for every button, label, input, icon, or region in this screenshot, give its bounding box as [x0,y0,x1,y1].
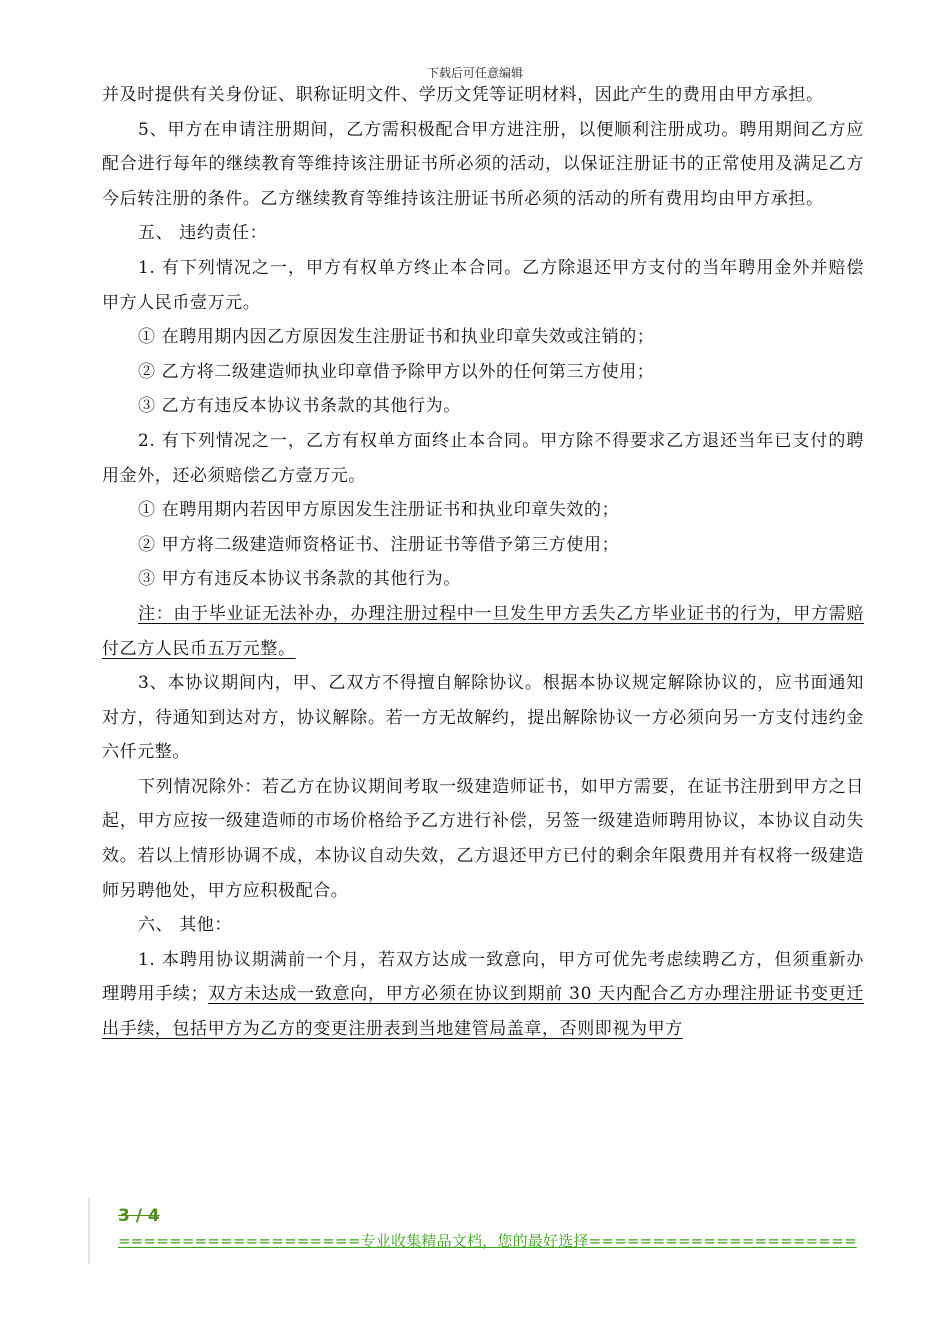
page-header-note: 下载后可任意编辑 [426,66,523,80]
clause-other-1-text: 1. 本聘用协议期满前一个月，若双方达成一致意向，甲方可优先考虑续聘乙方，但须重新办理聘用手续； [102,949,864,1005]
clause-other-1-underlined: 双方未达成一致意向，甲方必须在协议到期前 30 天内配合乙方办理注册证书变更迁出手续，包括甲方为乙方的变更注册表到当地建管局盖章，否则即视为甲方 [102,984,864,1040]
clause-breach-3: 3、本协议期间内，甲、乙双方不得擅自解除协议。根据本协议规定解除协议的，应书面通知对方，待通知到达对方，协议解除。若一方无故解约，提出解除协议一方必须向另一方支付违约金六仟元整。 [102,673,864,763]
clause-breach-2-item-2: ② 甲方将二级建造师资格证书、注册证书等借予第三方使用； [138,534,620,555]
paragraph-materials: 并及时提供有关身份证、职称证明文件、学历文凭等证明材料，因此产生的费用由甲方承担。 [102,85,824,105]
footer-divider [88,1198,90,1264]
clause-other-1 [102,943,864,1047]
clause-breach-1-item-2: ② 乙方将二级建造师执业印章借予除甲方以外的任何第三方使用； [138,361,655,382]
clause-breach-2: 2. 有下列情况之一，乙方有权单方面终止本合同。甲方除不得要求乙方退还当年已支付的聘用金外，还必须赔偿乙方壹万元。 [102,430,864,486]
clause-breach-1-item-1: ① 在聘用期内因乙方原因发生注册证书和执业印章失效或注销的； [138,327,655,348]
section-heading-other: 六、 其他： [138,915,233,936]
page-number: 3 / 4 [118,1206,160,1226]
note-diploma: 注：由于毕业证无法补办，办理注册过程中一旦发生甲方丢失乙方毕业证书的行为，甲方需赔付乙方人民币五万元整。 [102,603,864,659]
clause-breach-1-item-3: ③ 乙方有违反本协议书条款的其他行为。 [138,396,461,417]
paragraph-clause-5: 5、甲方在申请注册期间，乙方需积极配合甲方进注册，以便顺利注册成功。聘用期间乙方应配合进行每年的继续教育等维持该注册证书所必须的活动，以保证注册证书的正常使用及满足乙方今后转注册的条件。乙方继续教育等维持该注册证书所必须的活动的所有费用均由甲方承担。 [102,119,864,209]
clause-breach-1: 1. 有下列情况之一，甲方有权单方终止本合同。乙方除退还甲方支付的当年聘用金外并赔偿甲方人民币壹万元。 [102,257,864,313]
clause-exception: 下列情况除外：若乙方在协议期间考取一级建造师证书，如甲方需要，在证书注册到甲方之日起，甲方应按一级建造师的市场价格给予乙方进行补偿，另签一级建造师聘用协议，本协议自动失效。若以上情形协调不成，本协议自动失效，乙方退还甲方已付的剩余年限费用并有权将一级建造师另聘他处，甲方应积极配合。 [102,776,864,901]
clause-breach-2-item-3: ③ 甲方有违反本协议书条款的其他行为。 [138,569,461,590]
section-heading-breach: 五、 违约责任： [138,223,268,244]
footer-banner: ===================专业收集精品文档，您的最好选择===================== [118,1232,857,1250]
clause-breach-2-item-1: ① 在聘用期内若因甲方原因发生注册证书和执业印章失效的； [138,500,620,521]
document-body [102,78,864,1047]
